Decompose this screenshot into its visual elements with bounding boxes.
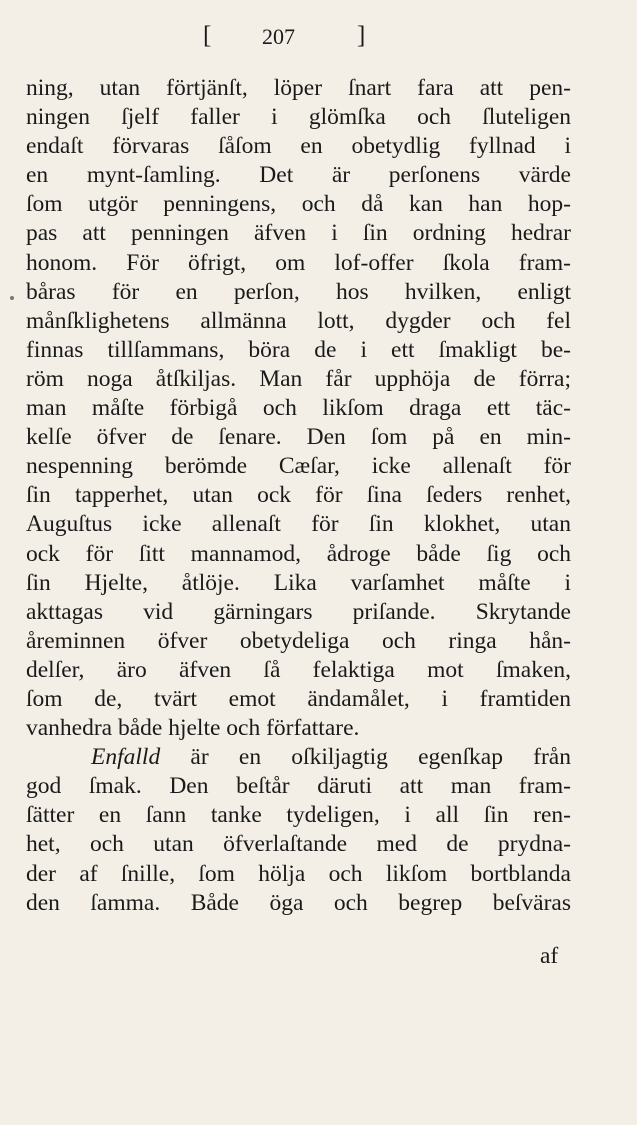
page-header bbox=[0, 22, 637, 58]
text-line: man måſte förbigå och likſom draga ett täc- bbox=[26, 395, 571, 422]
text-line: pas att penningen äfven i ſin ordning hedrar bbox=[26, 220, 571, 247]
text-line: der af ſnille, ſom hölja och likſom bortblanda bbox=[26, 860, 571, 887]
text-line: kelſe öfver de ſenare. Den ſom på en min- bbox=[26, 424, 571, 451]
text-line: het, och utan öfverlaſtande med de prydna- bbox=[26, 831, 571, 858]
text-line: ſom de, tvärt emot ändamålet, i framtiden bbox=[26, 685, 571, 712]
text-line: nespenning berömde Cæſar, icke allenaſt för bbox=[26, 453, 571, 480]
text-line: god ſmak. Den beſtår däruti att man fram- bbox=[26, 773, 571, 800]
text-line: ſom utgör penningens, och då kan han hop- bbox=[26, 191, 571, 218]
paragraph-start-line bbox=[26, 743, 571, 772]
body-text bbox=[26, 74, 571, 918]
text-line: ſin Hjelte, åtlöje. Lika varſamhet måſte i bbox=[26, 569, 571, 596]
page-number: 207 bbox=[262, 24, 295, 49]
text-line: ningen ſjelf faller i glömſka och ſluteligen bbox=[26, 104, 571, 131]
text-line: båras för en perſon, hos hvilken, enligt bbox=[26, 278, 571, 305]
text-line: en mynt-ſamling. Det är perſonens värde bbox=[26, 162, 571, 189]
italic-term: Enfalld bbox=[91, 744, 161, 771]
text-line: röm noga åtſkiljas. Man får upphöja de förra; bbox=[26, 365, 571, 392]
text-line: åreminnen öfver obetydeliga och ringa hån- bbox=[26, 627, 571, 654]
text-line: den ſamma. Både öga och begrep beſväras bbox=[26, 889, 571, 916]
header-right-bracket: ] bbox=[357, 22, 366, 49]
text-line: månſklighetens allmänna lott, dygder och fel bbox=[26, 307, 571, 334]
text-line: endaſt förvaras ſåſom en obetydlig fyllnad i bbox=[26, 133, 571, 160]
text-line: ock för ſitt mannamod, ådroge både ſig och bbox=[26, 540, 571, 567]
catchword: af bbox=[540, 943, 559, 969]
text-fragment: är en oſkiljagtig egenſkap från bbox=[160, 744, 571, 771]
text-line: akttagas vid gärningars priſande. Skrytande bbox=[26, 598, 571, 625]
text-line: ning, utan förtjänſt, löper ſnart fara att pen- bbox=[26, 75, 571, 101]
text-line: ſätter en ſann tanke tydeligen, i all ſin ren- bbox=[26, 802, 571, 829]
text-line: finnas tillſammans, böra de i ett ſmakligt be- bbox=[26, 336, 571, 363]
text-line: Auguſtus icke allenaſt för ſin klokhet, utan bbox=[26, 511, 571, 538]
header-left-bracket: [ bbox=[203, 22, 212, 49]
text-line: vanhedra både hjelte och författare. bbox=[26, 715, 360, 742]
text-line: delſer, äro äfven ſå felaktiga mot ſmaken, bbox=[26, 656, 571, 683]
text-line: honom. För öfrigt, om lof-offer ſkola fram- bbox=[26, 249, 571, 276]
margin-mark bbox=[10, 296, 14, 300]
text-line: ſin tapperhet, utan ock för ſina ſeders renhet, bbox=[26, 482, 571, 509]
